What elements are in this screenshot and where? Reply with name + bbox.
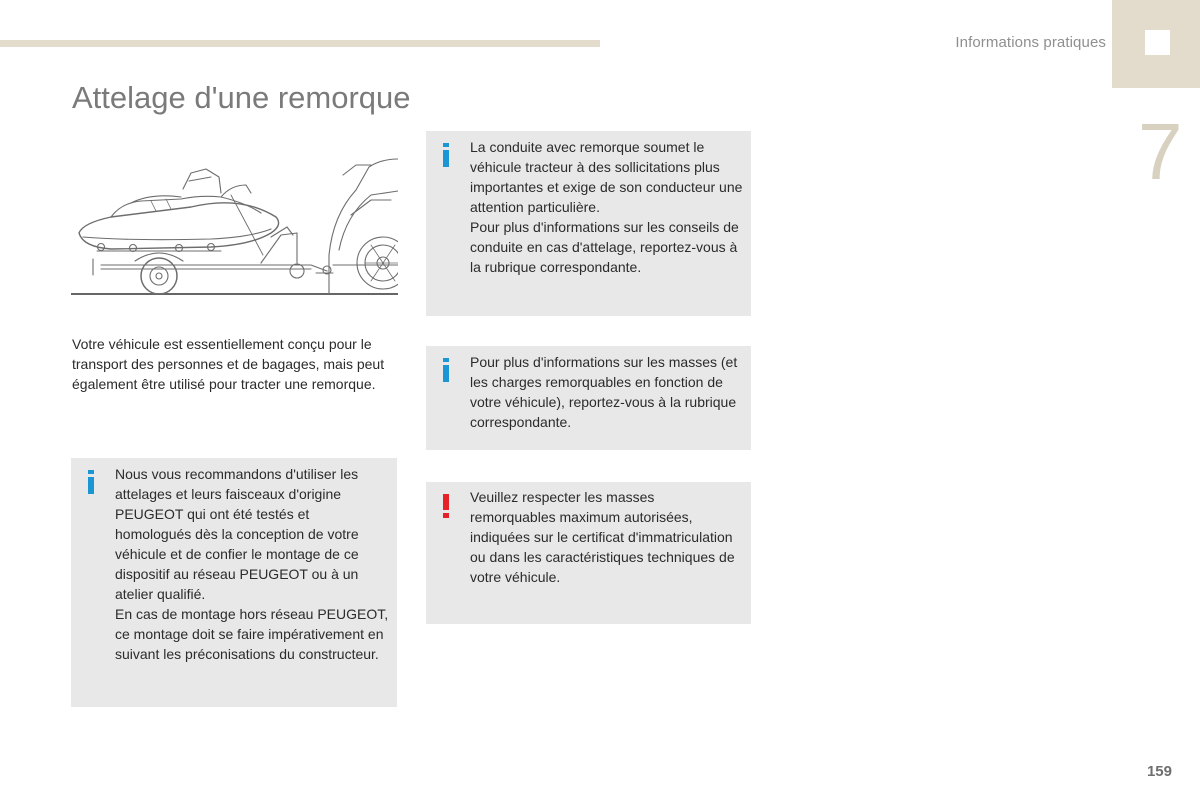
jet-ski-trailer-illustration bbox=[71, 155, 398, 300]
info-icon bbox=[441, 143, 451, 167]
body-paragraph: Votre véhicule est essentiellement conçu pour le transport des personnes et de bagages, mais peut également être utilisé pour tracter une remorque. bbox=[72, 336, 385, 392]
info-box-text: Nous vous recommandons d'utiliser les attelages et leurs faisceaux d'origine PEUGEOT qui ont été testés et homologués dès la conception de votre véhicule et de confier le montage de ce dispositif au réseau PEUGEOT ou à un atelier qualifié. En cas de montage hors réseau PEUGEOT, ce montage doit se faire impérativement en suivant les préconisations du constructeur. bbox=[115, 466, 389, 662]
chapter-number: 7 bbox=[1138, 107, 1183, 196]
warning-box-towable-masses bbox=[426, 482, 751, 624]
info-box-masses bbox=[426, 346, 751, 450]
info-box-driving-advice bbox=[426, 131, 751, 316]
chapter-tab-square bbox=[1145, 30, 1170, 55]
info-box-text: Pour plus d'informations sur les masses (et les charges remorquables en fonction de votre véhicule), reportez-vous à la rubrique correspondante. bbox=[470, 354, 738, 430]
section-label: Informations pratiques bbox=[955, 34, 1106, 51]
info-icon bbox=[441, 358, 451, 382]
warning-box-text: Veuillez respecter les masses remorquables maximum autorisées, indiquées sur le certificat d'immatriculation ou dans les caractéristiques techniques de votre véhicule. bbox=[470, 489, 735, 585]
page-number: 159 bbox=[1146, 763, 1172, 780]
page-title: Attelage d'une remorque bbox=[72, 80, 411, 115]
info-box-text: La conduite avec remorque soumet le véhicule tracteur à des sollicitations plus importantes et exige de son conducteur une attention particulière. Pour plus d'informations sur les conseils de conduite en cas d'attelage, reportez-vous à la rubrique correspondante. bbox=[470, 139, 743, 275]
info-box-original-towbar bbox=[71, 458, 397, 707]
info-icon bbox=[86, 470, 96, 494]
header-rule bbox=[0, 40, 600, 47]
chapter-tab bbox=[1112, 0, 1200, 88]
warning-icon bbox=[441, 494, 451, 518]
